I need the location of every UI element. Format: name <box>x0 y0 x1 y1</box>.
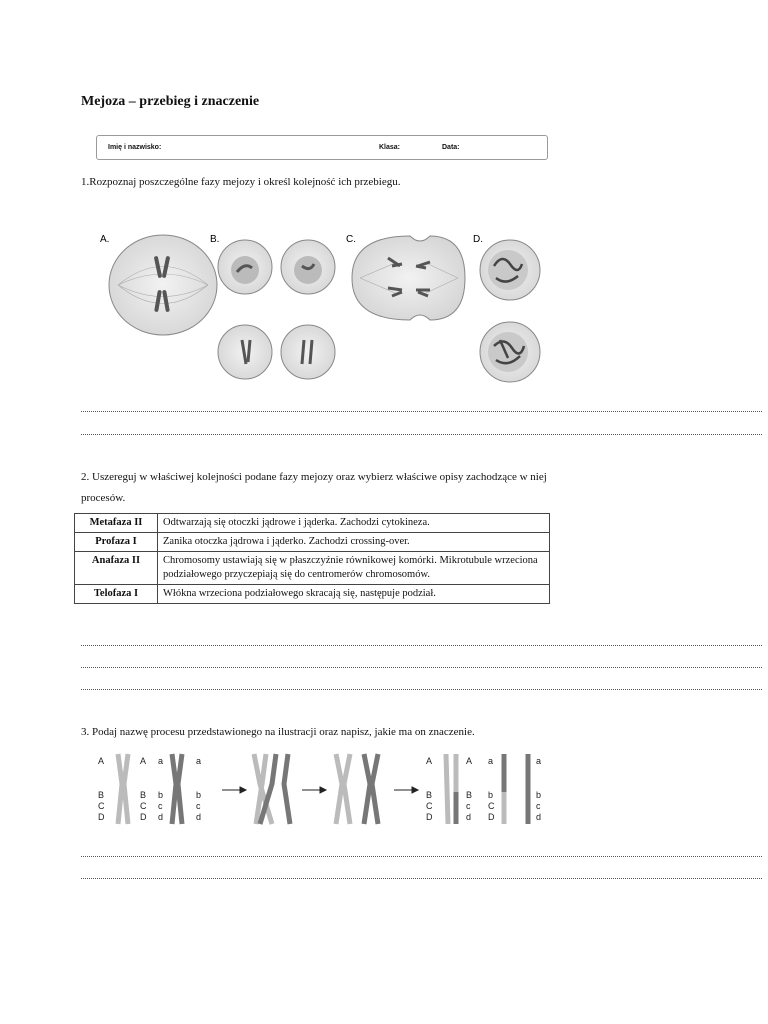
phase-cell: Telofaza I <box>75 585 158 604</box>
gene-label: D <box>426 812 433 822</box>
chromosomes-recombined <box>446 754 528 824</box>
gene-label: a <box>536 756 542 766</box>
task3-text: 3. Podaj nazwę procesu przedstawionego na ilustracji oraz napisz, jakie ma on znaczenie. <box>81 726 475 738</box>
student-info-box <box>96 135 548 160</box>
gene-label: c <box>466 801 471 811</box>
label-c: C. <box>346 234 356 245</box>
table-row <box>75 514 550 533</box>
gene-label: b <box>196 790 202 800</box>
phase-cell: Anafaza II <box>75 552 158 585</box>
gene-label: a <box>158 756 164 766</box>
gene-label: B <box>466 790 473 800</box>
description-cell: Chromosomy ustawiają się w płaszczyźnie równikowej komórki. Mikrotubule wrzeciona podziałowego przyczepiają się do centromerów chromosomów. <box>158 552 550 585</box>
label-d: D. <box>473 234 483 245</box>
gene-label: b <box>158 790 164 800</box>
answer-line[interactable] <box>81 434 762 435</box>
name-label: Imię i nazwisko: <box>108 144 162 151</box>
gene-label: c <box>196 801 201 811</box>
gene-label: A <box>98 756 105 766</box>
phase-cell: Metafaza II <box>75 514 158 533</box>
gene-label: D <box>98 812 105 822</box>
description-cell: Włókna wrzeciona podziałowego skracają się, następuje podział. <box>158 585 550 604</box>
gene-label: B <box>98 790 105 800</box>
gene-label: d <box>158 812 164 822</box>
label-b: B. <box>210 234 220 245</box>
gene-label: C <box>488 801 495 811</box>
task2-text-line1: 2. Uszereguj w właściwej kolejności podane fazy mejozy oraz wybierz właściwe opisy zachodzące w niej <box>81 471 547 483</box>
answer-line[interactable] <box>81 667 762 668</box>
description-cell: Odtwarzają się otoczki jądrowe i jąderka. Zachodzi cytokineza. <box>158 514 550 533</box>
gene-label: A <box>466 756 473 766</box>
answer-line[interactable] <box>81 689 762 690</box>
chromosome-pair-stage1 <box>118 754 182 824</box>
date-label: Data: <box>442 144 460 151</box>
cell-a <box>109 234 220 335</box>
answer-line[interactable] <box>81 856 762 857</box>
gene-label: A <box>426 756 433 766</box>
gene-label: A <box>140 756 147 766</box>
crossing-over-figure <box>96 752 556 832</box>
description-cell: Zanika otoczka jądrowa i jąderko. Zachodzi crossing-over. <box>158 533 550 552</box>
table-row <box>75 533 550 552</box>
gene-label: B <box>140 790 147 800</box>
gene-label: a <box>488 756 494 766</box>
meiosis-phases-figure <box>90 228 550 393</box>
gene-label: a <box>196 756 202 766</box>
gene-label: c <box>158 801 163 811</box>
table-row <box>75 585 550 604</box>
gene-label: C <box>140 801 147 811</box>
page-title: Mejoza – przebieg i znaczenie <box>81 94 260 109</box>
gene-label: C <box>426 801 433 811</box>
answer-line[interactable] <box>81 878 762 879</box>
cell-c <box>352 236 465 320</box>
chromosome-pair-crossing <box>254 754 290 824</box>
answer-line[interactable] <box>81 645 762 646</box>
cell-b-group <box>218 240 335 379</box>
phase-cell: Profaza I <box>75 533 158 552</box>
label-a: A. <box>100 234 110 245</box>
gene-label: b <box>536 790 542 800</box>
chromosome-pair-stage3 <box>336 754 378 824</box>
task2-text-line2: procesów. <box>81 492 126 504</box>
task1-text: 1.Rozpoznaj poszczególne fazy mejozy i określ kolejność ich przebiegu. <box>81 176 401 188</box>
gene-label: D <box>140 812 147 822</box>
gene-label: b <box>488 790 494 800</box>
gene-label: D <box>488 812 495 822</box>
gene-label: c <box>536 801 541 811</box>
gene-label: B <box>426 790 433 800</box>
class-label: Klasa: <box>379 144 401 151</box>
answer-line[interactable] <box>81 411 762 412</box>
gene-label: d <box>466 812 472 822</box>
gene-label: d <box>536 812 542 822</box>
cell-d-group <box>480 240 540 382</box>
gene-label: C <box>98 801 105 811</box>
gene-label: d <box>196 812 202 822</box>
table-row <box>75 552 550 585</box>
phases-table <box>74 513 550 604</box>
